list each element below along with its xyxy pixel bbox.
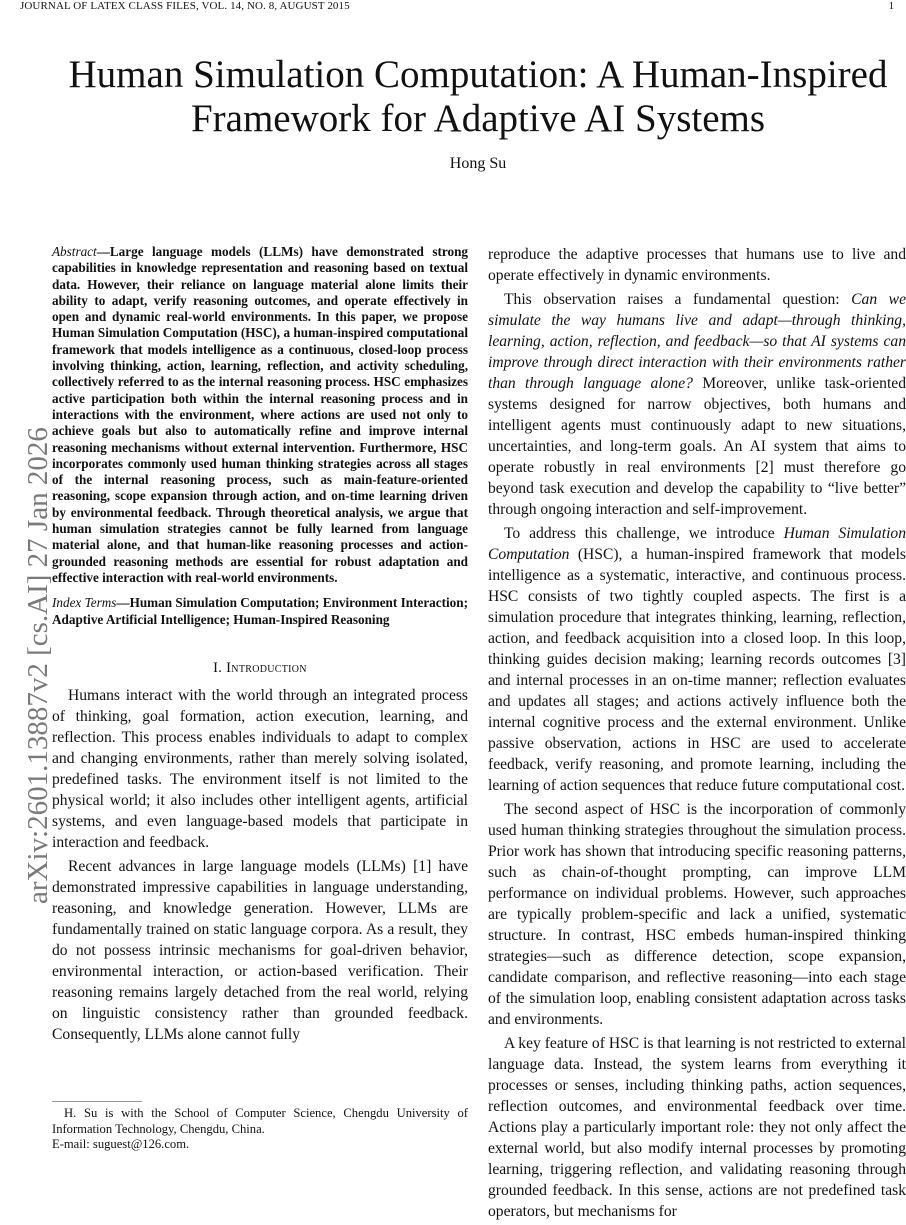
author-name: Hong Su	[449, 155, 507, 172]
running-head: JOURNAL OF LATEX CLASS FILES, VOL. 14, NO. 8, AUGUST 2015	[20, 0, 350, 12]
footnote-rule	[52, 1101, 142, 1102]
page-number: 1	[888, 0, 894, 12]
p1-pre: This observation raises a fundamental question:	[504, 291, 852, 308]
footnote	[52, 1106, 468, 1153]
abstract	[52, 244, 468, 586]
right-paragraph-1	[488, 289, 906, 520]
section-number: I.	[213, 659, 223, 676]
p2-pre: To address this challenge, we introduce	[504, 525, 784, 542]
index-terms	[52, 595, 468, 628]
right-paragraph-2	[488, 523, 906, 796]
right-paragraph-3: The second aspect of HSC is the incorporation of commonly used human thinking strategies throughout the simulation process. Prior work has shown that introducing specific reasoning patterns, such as chain-of-thought prompting, can improve LLM performance on individual problems. However, such approaches are typically problem-specific and lack a unified, systematic structure. In contrast, HSC embeds human-inspired thinking strategies—such as difference detection, scope expansion, candidate comparison, and reflective reasoning—into each stage of the simulation loop, enabling consistent adaptation across tasks and environments.	[488, 801, 906, 1028]
left-column	[52, 244, 468, 1048]
intro-paragraph-2: Recent advances in large language models (LLMs) [1] have demonstrated impressive capabilities in language understanding, reasoning, and knowledge generation. However, LLMs are fundamentally trained on static language corpora. As a result, they do not possess intrinsic mechanisms for goal-driven behavior, environmental interaction, or action-based verification. Their reasoning remains largely detached from the real world, relying on linguistic consistency rather than grounded feedback. Consequently, LLMs alone cannot fully	[52, 857, 468, 1043]
index-terms-text: —Human Simulation Computation; Environment Interaction; Adaptive Artificial Intelligence; Human-Inspired Reasoning	[52, 595, 468, 627]
arxiv-stamp: arXiv:2601.13887v2 [cs.AI] 27 Jan 2026	[22, 427, 54, 904]
research-question: Can we simulate the way humans live and adapt—through thinking, learning, action, reflection, and feedback—so that AI systems can improve through direct interaction with their environments rather than through language alone?	[488, 291, 906, 392]
p1-post: Moreover, unlike task-oriented systems designed for narrow objectives, both humans and intelligent agents must continuously adapt to new situations, uncertainties, and long-term goals. An AI system that aims to operate robustly in real environments [2] must therefore go beyond task execution and develop the capability to “live better” through ongoing interaction and self-improvement.	[488, 375, 906, 518]
index-terms-label: Index Terms	[52, 595, 117, 611]
abstract-text: —Large language models (LLMs) have demonstrated strong capabilities in knowledge representation and reasoning based on textual data. However, their reliance on language material alone limits their ability to adapt, verify reasoning outcomes, and operate effectively in open and dynamic real-world environments. In this paper, we propose Human Simulation Computation (HSC), a human-inspired computational framework that models intelligence as a continuous, closed-loop process involving thinking, action, learning, reflection, and activity scheduling, collectively referred to as the internal reasoning process. HSC emphasizes active participation both within the internal reasoning process and in interactions with the environment, where actions are used not only to achieve goals but also to automatically refine and improve internal reasoning mechanisms without external intervention. Furthermore, HSC incorporates commonly used human thinking strategies across all stages of the internal reasoning process, such as main-feature-oriented reasoning, scope expansion through action, and on-time learning driven by environmental feedback. Through theoretical analysis, we argue that human simulation strategies cannot be fully learned from language material alone, and that human-like reasoning processes and action-grounded reasoning methods are essential for robust adaptation and effective interaction with real-world environments.	[52, 244, 468, 585]
p2-post: (HSC), a human-inspired framework that models intelligence as a systematic, interactive, and continuous process. HSC consists of two tightly coupled aspects. The first is a simulation procedure that integrates thinking, learning, reflection, action, and feedback acquisition into a closed loop. In this loop, thinking guides decision making; learning records outcomes [3] and internal processes in an on-time manner; reflection evaluates and updates all stages; and actions actively influence both the internal cognitive process and the external environment. Unlike passive observation, actions in HSC are used to accelerate feedback, verify reasoning, and promote learning, including the learning of action sequences that reduce future computational cost.	[488, 546, 906, 794]
section-heading-introduction	[52, 658, 468, 679]
intro-paragraph-1: Humans interact with the world through an integrated process of thinking, goal formation, action execution, learning, and reflection. This process enables individuals to adapt to complex and changing environments, rather than merely solving isolated, predefined tasks. The environment itself is not limited to the physical world; it also includes other intelligent agents, artificial systems, and even language-based models that participate in interaction and feedback.	[52, 686, 468, 851]
right-column	[488, 244, 906, 1225]
paper-title: Human Simulation Computation: A Human-Inspired Framework for Adaptive AI Systems	[68, 53, 888, 140]
section-title: Introduction	[226, 659, 307, 676]
hsc-term: Human Simulation Computation	[488, 525, 906, 563]
abstract-label: Abstract	[52, 244, 97, 259]
footnote-email: E-mail: suguest@126.com.	[52, 1137, 190, 1151]
right-paragraph-4: A key feature of HSC is that learning is not restricted to external language data. Instead, the system learns from everything it processes or senses, including thinking paths, action sequences, reflection outcomes, and environmental feedback over time. Actions play a particularly important role: they not only affect the external world, but also modify internal processes by promoting learning, triggering reflection, and validating reasoning through grounded feedback. In this sense, actions are not predefined task operators, but mechanisms for	[488, 1035, 906, 1220]
right-paragraph-0: reproduce the adaptive processes that humans use to live and operate effectively in dynamic environments.	[488, 246, 906, 284]
footnote-affiliation: H. Su is with the School of Computer Science, Chengdu University of Information Technology, Chengdu, China.	[52, 1106, 468, 1136]
